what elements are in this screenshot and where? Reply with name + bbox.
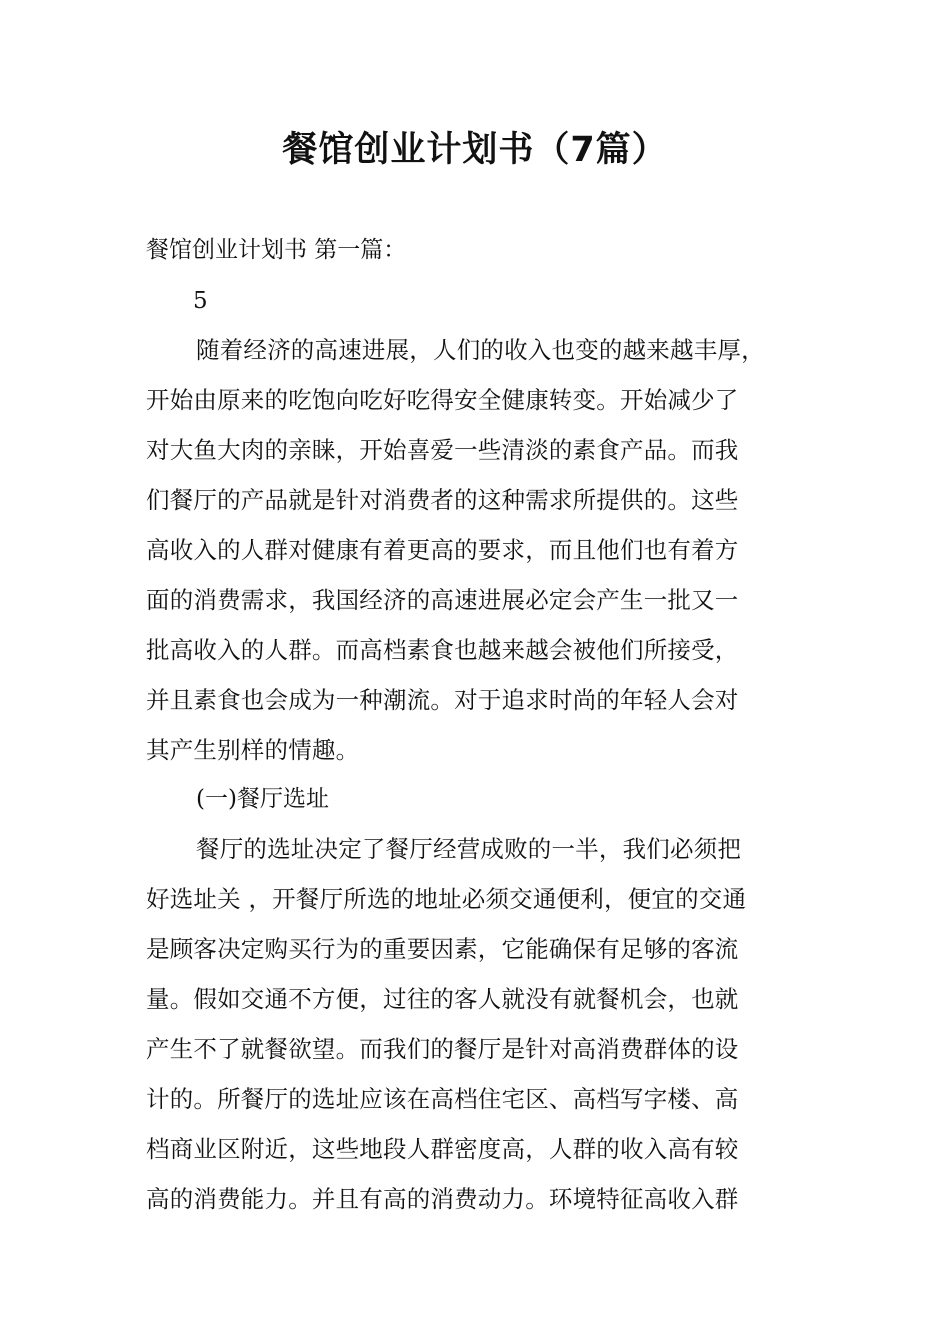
- paragraph-line: 量。假如交通不方便，过往的客人就没有就餐机会，也就: [146, 985, 739, 1013]
- paragraph-line: 产生不了就餐欲望。而我们的餐厅是针对高消费群体的设: [146, 1035, 739, 1063]
- paragraph-line: 面的消费需求，我国经济的高速进展必定会产生一批又一: [146, 586, 739, 614]
- subheading-site-selection: (一)餐厅选址: [196, 786, 329, 812]
- document-title: 餐馆创业计划书（7篇）: [282, 130, 668, 170]
- paragraph-line: 是顾客决定购买行为的重要因素，它能确保有足够的客流: [146, 935, 739, 963]
- paragraph-line: 开始由原来的吃饱向吃好吃得安全健康转变。开始减少了: [146, 386, 739, 414]
- paragraph-line: 餐厅的选址决定了餐厅经营成败的一半，我们必须把: [196, 835, 742, 863]
- paragraph-line: 其产生别样的情趣。: [146, 736, 360, 764]
- paragraph-line: 们餐厅的产品就是针对消费者的这种需求所提供的。这些: [146, 486, 739, 514]
- paragraph-line: 对大鱼大肉的亲睐，开始喜爱一些清淡的素食产品。而我: [146, 436, 739, 464]
- paragraph-line: 计的。所餐厅的选址应该在高档住宅区、高档写字楼、高: [146, 1085, 739, 1113]
- section-heading: 餐馆创业计划书 第一篇：: [146, 237, 407, 263]
- paragraph-line: 高的消费能力。并且有高的消费动力。环境特征高收入群: [146, 1185, 739, 1213]
- paragraph-line: 高收入的人群对健康有着更高的要求，而且他们也有着方: [146, 536, 739, 564]
- paragraph-line: 并且素食也会成为一种潮流。对于追求时尚的年轻人会对: [146, 686, 739, 714]
- paragraph-line: 批高收入的人群。而高档素食也越来越会被他们所接受，: [146, 636, 739, 664]
- paragraph-line: 档商业区附近，这些地段人群密度高，人群的收入高有较: [146, 1135, 739, 1163]
- page-number: 5: [193, 288, 208, 314]
- paragraph-line: 随着经济的高速进展，人们的收入也变的越来越丰厚，: [196, 336, 765, 364]
- paragraph-line: 好选址关 ，开餐厅所选的地址必须交通便利，便宜的交通: [146, 885, 747, 913]
